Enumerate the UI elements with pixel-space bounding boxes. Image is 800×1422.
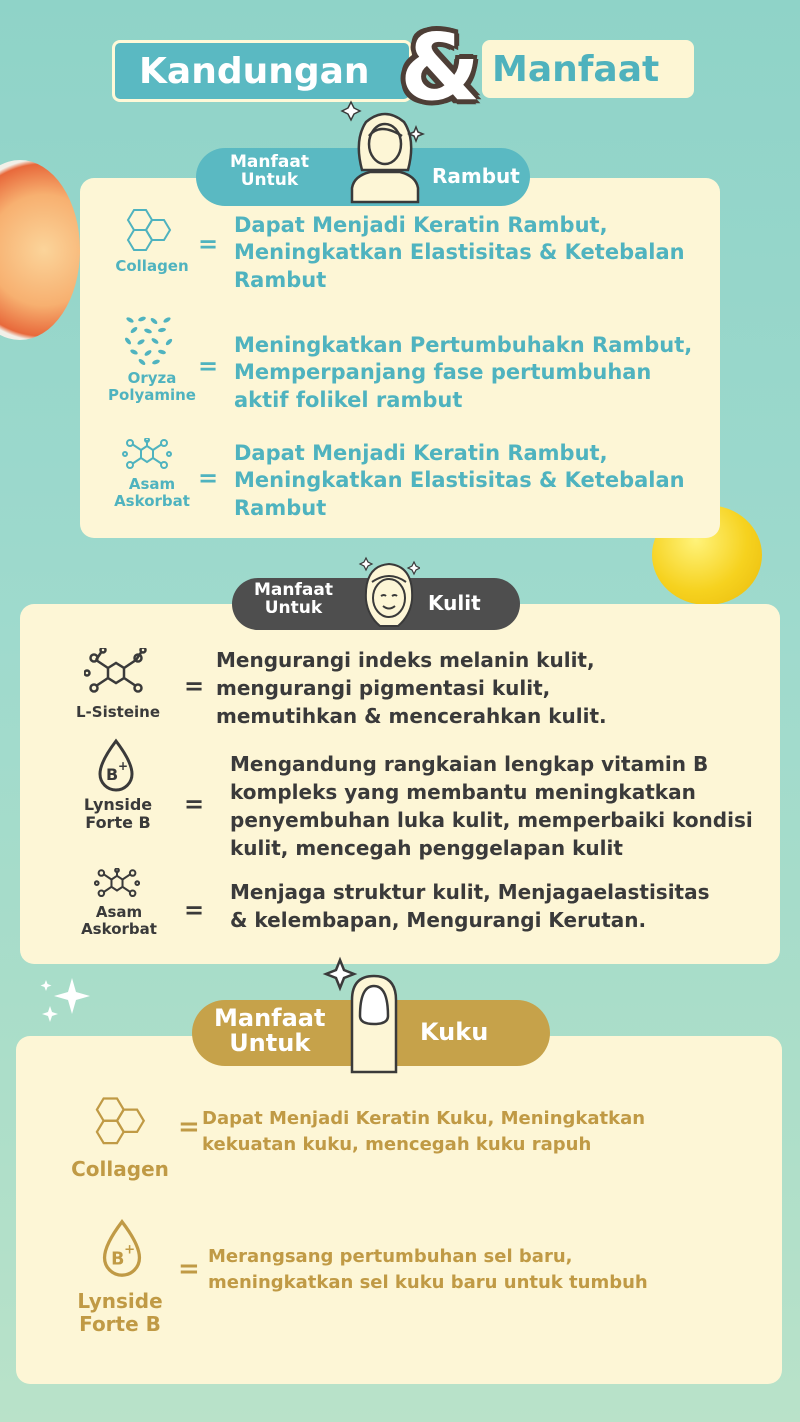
name-line: Oryza — [127, 369, 177, 387]
desc-line: Meningkatkan Pertumbuhakn Rambut, — [234, 333, 693, 357]
ingredient-name: Collagen — [71, 1157, 169, 1181]
name-line: Lynside — [83, 795, 153, 814]
ingredient-name — [102, 476, 202, 511]
desc-line: memutihkan & mencerahkan kulit. — [216, 704, 607, 728]
desc-line: meningkatkan sel kuku baru untuk tumbuh — [208, 1272, 648, 1294]
ampersand: & — [400, 14, 481, 121]
desc-line: Merangsang pertumbuhan sel baru, — [208, 1246, 573, 1267]
desc-line: Dapat Menjadi Keratin Kuku, Meningkatkan — [202, 1108, 646, 1129]
title-right-banner — [482, 40, 694, 98]
oryza-icon-wrap — [122, 314, 176, 366]
desc-line: Rambut — [234, 495, 327, 520]
name-line: Polyamine — [108, 386, 196, 405]
desc-line: Dapat Menjadi Keratin Rambut, — [234, 213, 608, 237]
l-sisteine-icon-wrap — [84, 648, 148, 698]
desc-line: Menjaga struktur kulit, Menjagaelastisitas — [230, 880, 710, 904]
benefit-description — [230, 750, 753, 862]
collagen-icon-wrap — [88, 1096, 146, 1150]
svg-text:B: B — [111, 1249, 125, 1270]
name-line: Asam — [128, 475, 176, 493]
equals-sign: = — [184, 790, 205, 818]
desc-line: kompleks yang membantu meningkatkan — [230, 780, 696, 804]
lynside-icon-wrap — [98, 1218, 146, 1280]
rice-grains-icon — [122, 314, 176, 366]
molecule-icon — [84, 648, 148, 698]
ingredient-name — [62, 1290, 178, 1336]
name-line: Asam — [95, 903, 143, 921]
svg-text:+: + — [124, 1242, 136, 1258]
desc-line: Mengandung rangkaian lengkap vitamin B — [230, 752, 709, 776]
ingredient-name — [92, 370, 212, 405]
name-line: Forte B — [85, 813, 151, 833]
pill-left-label — [254, 582, 333, 618]
benefit-description — [234, 332, 692, 414]
benefit-description — [216, 646, 607, 730]
desc-line: Rambut — [234, 267, 327, 292]
desc-line: Dapat Menjadi Keratin Rambut, — [234, 441, 608, 465]
pill-line: Untuk — [240, 169, 299, 190]
desc-line: kekuatan kuku, mencegah kuku rapuh — [202, 1134, 592, 1156]
desc-line: penyembuhan luka kulit, memperbaiki kondisi — [230, 808, 753, 832]
pill-line: Untuk — [229, 1029, 311, 1058]
equals-sign: = — [198, 464, 219, 492]
name-line: Forte B — [79, 1312, 161, 1336]
skin-benefits-panel — [20, 604, 780, 964]
name-line: Lynside — [77, 1289, 163, 1313]
title-left-banner — [112, 40, 412, 102]
hexagon-molecule-icon — [120, 208, 172, 256]
equals-sign: = — [198, 230, 219, 258]
title-left-text: Kandungan — [139, 50, 370, 92]
pill-left-label — [214, 1006, 325, 1056]
ingredient-name — [64, 904, 174, 939]
ingredient-name — [56, 796, 180, 833]
svg-text:B: B — [106, 765, 119, 784]
ingredient-name: Collagen — [115, 257, 189, 275]
asam-askorbat-icon-wrap — [122, 438, 172, 474]
drop-b-plus-icon — [98, 1218, 146, 1280]
equals-sign: = — [184, 896, 205, 924]
asam-askorbat-icon-wrap — [94, 868, 140, 902]
sparkle-icon — [38, 972, 98, 1036]
equals-sign: = — [198, 352, 219, 380]
woman-hair-icon — [340, 100, 430, 204]
molecule-icon — [94, 868, 140, 902]
desc-line: & kelembapan, Mengurangi Kerutan. — [230, 908, 647, 932]
benefit-description — [234, 440, 685, 522]
name-line: Askorbat — [114, 492, 190, 511]
drop-b-plus-icon — [94, 738, 138, 794]
peach-slice-decoration — [0, 160, 80, 340]
equals-sign: = — [178, 1254, 200, 1284]
hexagon-molecule-icon — [88, 1096, 146, 1150]
pill-left-label — [230, 154, 309, 190]
benefit-description — [230, 878, 710, 934]
pill-right-label: Kuku — [420, 1018, 489, 1046]
desc-line: mengurangi pigmentasi kulit, — [216, 676, 551, 700]
desc-line: aktif folikel rambut — [234, 387, 463, 412]
desc-line: Meningkatkan Elastisitas & Ketebalan — [234, 240, 685, 265]
pill-right-label: Rambut — [432, 164, 520, 188]
desc-line: Mengurangi indeks melanin kulit, — [216, 648, 595, 672]
benefit-description — [234, 212, 685, 294]
pill-line: Manfaat — [230, 152, 309, 172]
pill-line: Manfaat — [214, 1004, 326, 1032]
equals-sign: = — [184, 672, 205, 700]
pill-right-label: Kulit — [428, 591, 481, 615]
molecule-icon — [122, 438, 172, 474]
collagen-icon-wrap — [120, 208, 172, 256]
face-skin-icon — [358, 556, 420, 636]
svg-text:+: + — [118, 759, 129, 773]
name-line: Askorbat — [81, 920, 157, 939]
equals-sign: = — [178, 1112, 200, 1142]
desc-line: kulit, mencegah penggelapan kulit — [230, 836, 623, 860]
fingernail-icon — [322, 956, 408, 1074]
hair-benefits-panel — [80, 178, 720, 538]
ingredient-name: L-Sisteine — [76, 703, 160, 721]
pill-line: Untuk — [264, 597, 323, 618]
desc-line: Meningkatkan Elastisitas & Ketebalan — [234, 468, 685, 493]
desc-line: Memperpanjang fase pertumbuhan — [234, 360, 652, 385]
benefit-description — [208, 1244, 648, 1296]
lynside-icon-wrap — [94, 738, 138, 794]
title-right-text: Manfaat — [492, 48, 660, 90]
pill-line: Manfaat — [254, 580, 333, 600]
benefit-description — [202, 1106, 645, 1158]
nail-benefits-panel — [16, 1036, 782, 1384]
